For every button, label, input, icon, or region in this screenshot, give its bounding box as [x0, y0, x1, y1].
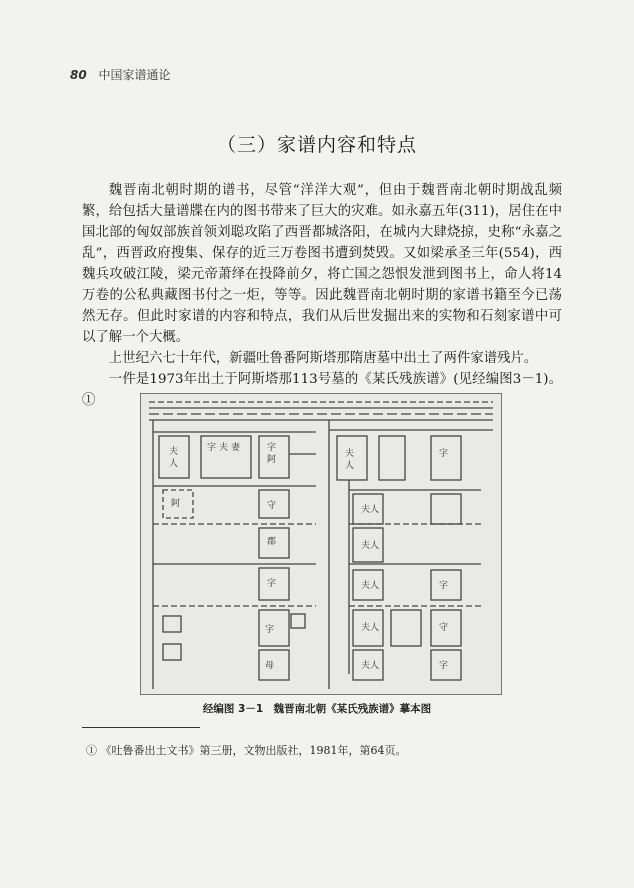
- fragment-text: 夫人: [361, 505, 380, 515]
- fragment-text: 守: [439, 623, 449, 633]
- fragment-text: 字: [267, 579, 277, 589]
- book-title: 中国家谱通论: [98, 68, 171, 82]
- genealogy-diagram: [141, 394, 501, 694]
- fragment-text: 守: [267, 501, 277, 511]
- figure-caption: 经编图 3－1 魏晋南北朝《某氏残族谱》摹本图: [202, 703, 432, 715]
- body-text: [82, 180, 562, 411]
- running-head: [70, 66, 171, 83]
- page-number: 80: [70, 68, 87, 82]
- fragment-text: 人: [169, 459, 179, 469]
- fragment-text: 母: [265, 661, 275, 671]
- fragment-text: 夫: [345, 449, 355, 459]
- paragraph: 魏晋南北朝时期的谱书，尽管“洋洋大观”，但由于魏晋南北朝时期战乱频繁，给包括大量谱牒在内的图书带来了巨大的灾难。如永嘉五年(311)，居住在中国北部的匈奴部族首领刘聪攻陷了西晋都城洛阳，在城内大肆烧掠，史称“永嘉之乱”，西晋政府搜集、保存的近三万卷图书遭到焚毁。又如梁承圣三年(554)，西魏兵攻破江陵，梁元帝萧绎在投降前夕，将亡国之怨恨发泄到图书上，命人将14万卷的公私典藏图书付之一炬，等等。因此魏晋南北朝时期的家谱书籍至今已荡然无存。但此时家谱的内容和特点，我们从后世发掘出来的实物和石刻家谱中可以了解一个大概。: [82, 183, 562, 345]
- fragment-text: 妻: [231, 443, 241, 453]
- fragment-text: 人: [345, 461, 355, 471]
- footnote-divider: [82, 727, 200, 728]
- footnote: [86, 742, 407, 758]
- fragment-text: 字: [439, 449, 449, 459]
- section-title: （三）家谱内容和特点: [216, 134, 417, 156]
- footnote-marker: ①: [86, 744, 97, 757]
- genealogy-diagram-figure: [140, 393, 502, 695]
- fragment-text: 夫: [169, 447, 179, 457]
- fragment-text: 字: [265, 625, 275, 635]
- fragment-text: 夫人: [361, 623, 380, 633]
- fragment-text: 郡: [267, 537, 277, 547]
- paragraph: 一件是1973年出土于阿斯塔那113号墓的《某氏残族谱》(见经编图3－1)。①: [82, 372, 562, 408]
- paragraph: 上世纪六七十年代，新疆吐鲁番阿斯塔那隋唐墓中出土了两件家谱残片。: [108, 351, 538, 366]
- fragment-text: 字: [207, 443, 217, 453]
- fragment-text: 夫人: [361, 541, 380, 551]
- fragment-text: 阿: [171, 499, 181, 509]
- fragment-text: 字: [267, 443, 277, 453]
- fragment-text: 夫: [219, 443, 229, 453]
- fragment-text: 夫人: [361, 661, 380, 671]
- fragment-text: 阿: [267, 455, 277, 465]
- fragment-text: 字: [439, 661, 449, 671]
- fragment-text: 夫人: [361, 581, 380, 591]
- fragment-text: 字: [439, 581, 449, 591]
- footnote-text: 《吐鲁番出土文书》第三册，文物出版社，1981年，第64页。: [100, 744, 407, 757]
